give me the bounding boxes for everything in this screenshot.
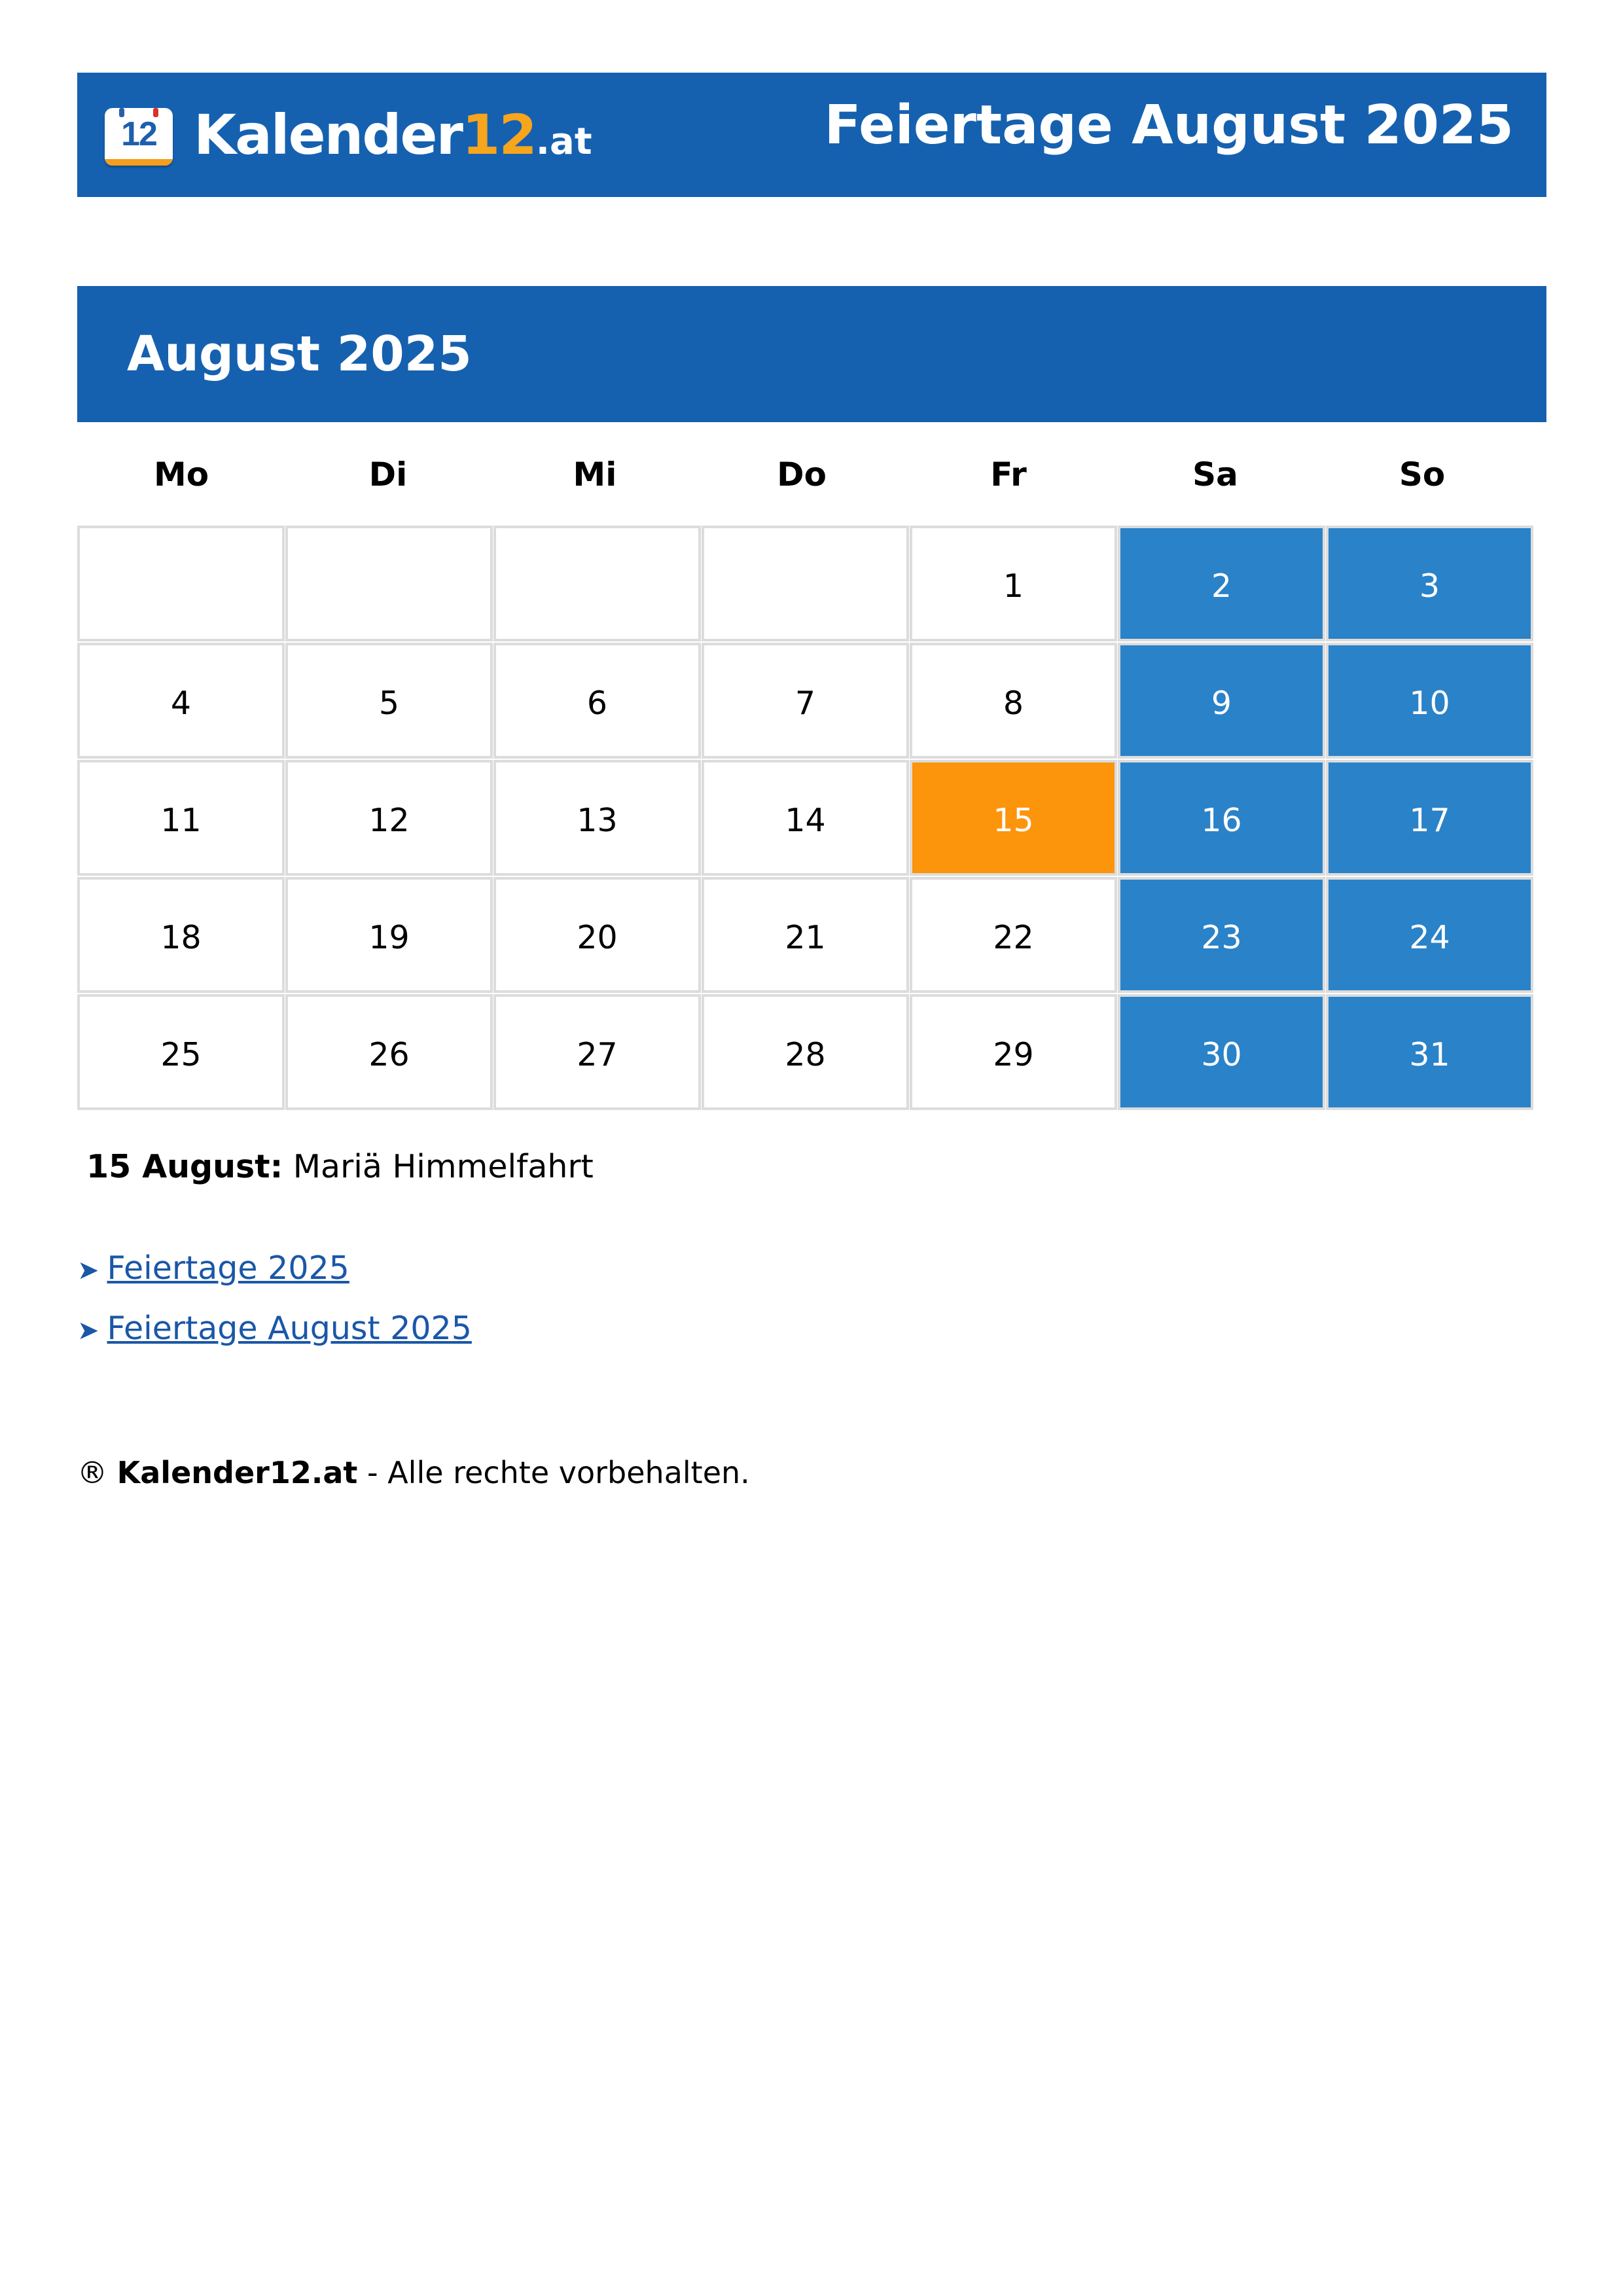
weekday-row [77, 445, 1538, 504]
arrow-right-icon: ➤ [77, 1316, 99, 1346]
calendar-day-cell: 7 [702, 643, 909, 759]
link-label[interactable]: Feiertage 2025 [107, 1249, 349, 1287]
calendar-day-cell: 24 [1326, 877, 1533, 993]
holiday-entry [86, 1144, 594, 1190]
calendar-day-cell: 16 [1118, 760, 1325, 876]
calendar-day-cell: 25 [77, 994, 285, 1110]
calendar-day-cell: 14 [702, 760, 909, 876]
calendar-day-cell: 31 [1326, 994, 1533, 1110]
calendar-day-cell: 1 [910, 526, 1117, 641]
page-title: Feiertage August 2025 [824, 94, 1514, 156]
calendar-day-cell: 5 [285, 643, 493, 759]
footer-brand: Kalender12.at [116, 1455, 358, 1490]
calendar-day-cell: 17 [1326, 760, 1533, 876]
weekday-mi: Mi [573, 456, 617, 493]
weekday-mo: Mo [153, 456, 209, 493]
calendar-day-cell: 28 [702, 994, 909, 1110]
footer-text: - Alle rechte vorbehalten. [366, 1455, 750, 1490]
calendar-day-cell: 26 [285, 994, 493, 1110]
link-feiertage-2025[interactable] [77, 1246, 349, 1291]
brand-logo[interactable] [194, 99, 592, 171]
page-header [77, 73, 1546, 197]
calendar-day-cell: 8 [910, 643, 1117, 759]
calendar-day-cell: 4 [77, 643, 285, 759]
link-feiertage-august-2025[interactable] [77, 1306, 472, 1352]
calendar-empty-cell [77, 526, 285, 641]
calendar-day-cell: 9 [1118, 643, 1325, 759]
calendar-empty-cell [702, 526, 909, 641]
brand-name: Kalender [194, 103, 462, 167]
weekday-do: Do [777, 456, 827, 493]
calendar-logo-icon [105, 108, 173, 166]
footer [77, 1450, 750, 1496]
brand-number: 12 [461, 103, 536, 167]
registered-symbol: ® [77, 1455, 107, 1490]
calendar-day-cell: 29 [910, 994, 1117, 1110]
calendar-day-cell: 2 [1118, 526, 1325, 641]
month-header [77, 286, 1546, 422]
calendar-empty-cell [493, 526, 701, 641]
calendar-day-cell: 23 [1118, 877, 1325, 993]
link-label[interactable]: Feiertage August 2025 [107, 1310, 472, 1347]
weekday-di: Di [368, 456, 408, 493]
weekday-sa: Sa [1192, 456, 1238, 493]
calendar-day-cell: 6 [493, 643, 701, 759]
month-title: August 2025 [127, 326, 472, 382]
calendar-day-cell: 22 [910, 877, 1117, 993]
calendar-empty-cell [285, 526, 493, 641]
calendar-day-cell: 30 [1118, 994, 1325, 1110]
calendar-day-cell: 21 [702, 877, 909, 993]
calendar-day-cell: 12 [285, 760, 493, 876]
calendar-day-cell: 15 [910, 760, 1117, 876]
calendar-day-cell: 10 [1326, 643, 1533, 759]
holiday-name: Mariä Himmelfahrt [293, 1148, 594, 1185]
calendar-day-cell: 13 [493, 760, 701, 876]
calendar-day-cell: 18 [77, 877, 285, 993]
arrow-right-icon: ➤ [77, 1255, 99, 1285]
logo-icon-number: 12 [121, 115, 156, 153]
calendar-day-cell: 27 [493, 994, 701, 1110]
calendar-day-cell: 20 [493, 877, 701, 993]
weekday-so: So [1399, 456, 1446, 493]
calendar-day-cell: 3 [1326, 526, 1533, 641]
weekday-fr: Fr [990, 456, 1027, 493]
brand-tld: .at [535, 120, 592, 163]
calendar-day-cell: 11 [77, 760, 285, 876]
calendar-day-cell: 19 [285, 877, 493, 993]
holiday-date: 15 August: [86, 1148, 283, 1185]
